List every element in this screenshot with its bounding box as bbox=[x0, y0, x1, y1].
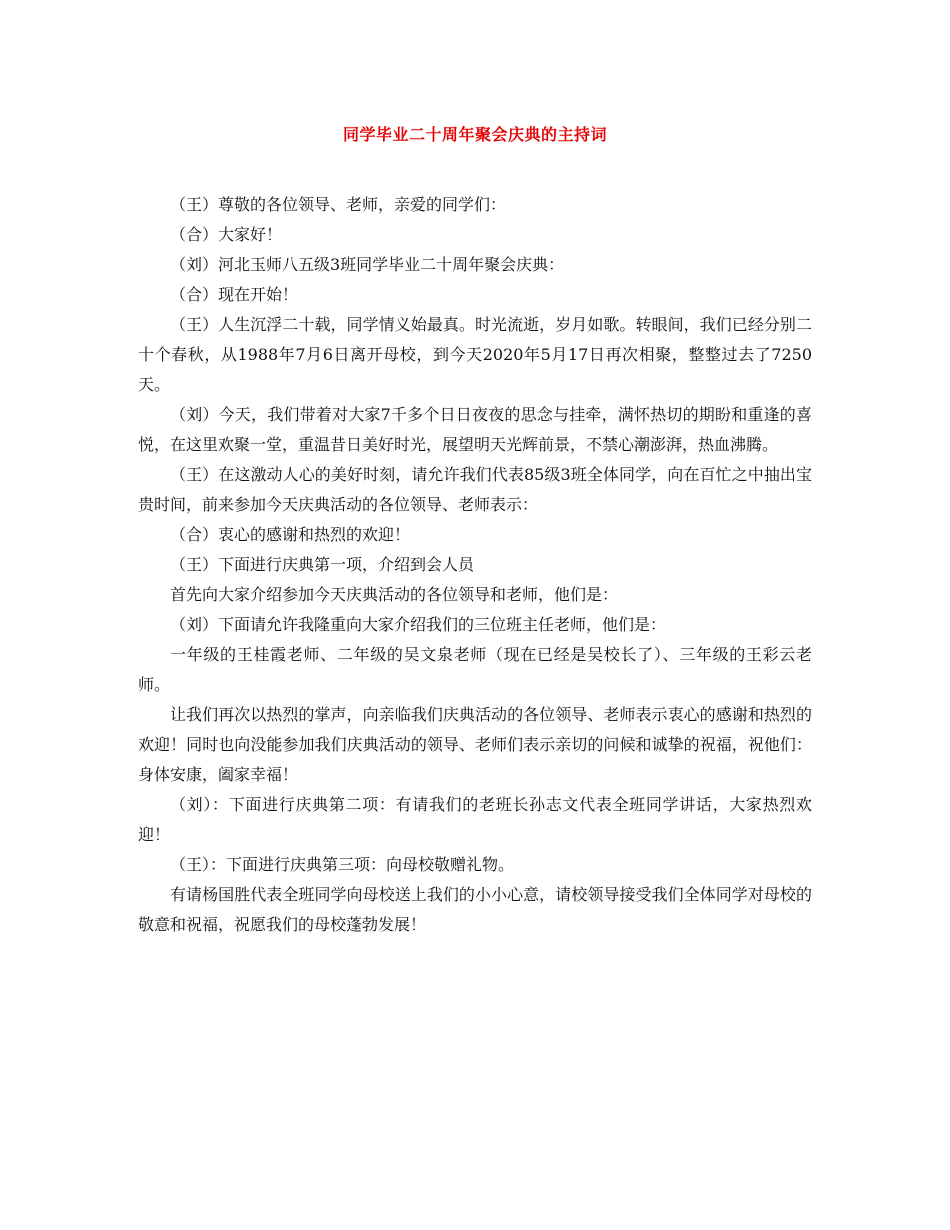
paragraph: 一年级的王桂霞老师、二年级的吴文泉老师（现在已经是吴校长了）、三年级的王彩云老师。 bbox=[138, 645, 812, 694]
document-title: 同学毕业二十周年聚会庆典的主持词 bbox=[342, 125, 607, 144]
paragraph: （王）：下面进行庆典第三项：向母校敬赠礼物。 bbox=[170, 855, 515, 874]
paragraph: （合）大家好！ bbox=[170, 225, 283, 244]
paragraph: 让我们再次以热烈的掌声，向亲临我们庆典活动的各位领导、老师表示衷心的感谢和热烈的欢迎！同时也向没能参加我们庆典活动的领导、老师们表示亲切的问候和诚挚的祝福，祝他们：身体安康，阖家幸福！ bbox=[138, 705, 812, 784]
paragraph: 首先向大家介绍参加今天庆典活动的各位领导和老师，他们是： bbox=[170, 585, 619, 604]
paragraph: 有请杨国胜代表全班同学向母校送上我们的小小心意，请校领导接受我们全体同学对母校的敬意和祝福，祝愿我们的母校蓬勃发展！ bbox=[138, 885, 812, 934]
paragraph: （刘）今天，我们带着对大家7千多个日日夜夜的思念与挂牵，满怀热切的期盼和重逢的喜悦，在这里欢聚一堂，重温昔日美好时光，展望明天光辉前景，不禁心潮澎湃，热血沸腾。 bbox=[138, 405, 812, 454]
paragraph: （合）衷心的感谢和热烈的欢迎！ bbox=[170, 525, 411, 544]
paragraph: （刘）下面请允许我隆重向大家介绍我们的三位班主任老师，他们是： bbox=[170, 615, 667, 634]
paragraph: （合）现在开始！ bbox=[170, 285, 299, 304]
paragraph: （王）下面进行庆典第一项，介绍到会人员 bbox=[170, 555, 475, 574]
paragraph: （刘）河北玉师八五级3班同学毕业二十周年聚会庆典： bbox=[170, 255, 565, 274]
paragraph: （王）尊敬的各位领导、老师，亲爱的同学们： bbox=[170, 195, 507, 214]
paragraph: （王）在这激动人心的美好时刻，请允许我们代表85级3班全体同学，向在百忙之中抽出宝贵时间，前来参加今天庆典活动的各位领导、老师表示： bbox=[138, 465, 812, 514]
paragraph: （王）人生沉浮二十载，同学情义始最真。时光流逝，岁月如歌。转眼间，我们已经分别二十个春秋，从1988年7月6日离开母校，到今天2020年5月17日再次相聚，整整过去了7250天。 bbox=[138, 315, 812, 394]
paragraph: （刘）：下面进行庆典第二项：有请我们的老班长孙志文代表全班同学讲话，大家热烈欢迎！ bbox=[138, 795, 812, 844]
document-body bbox=[138, 190, 812, 940]
